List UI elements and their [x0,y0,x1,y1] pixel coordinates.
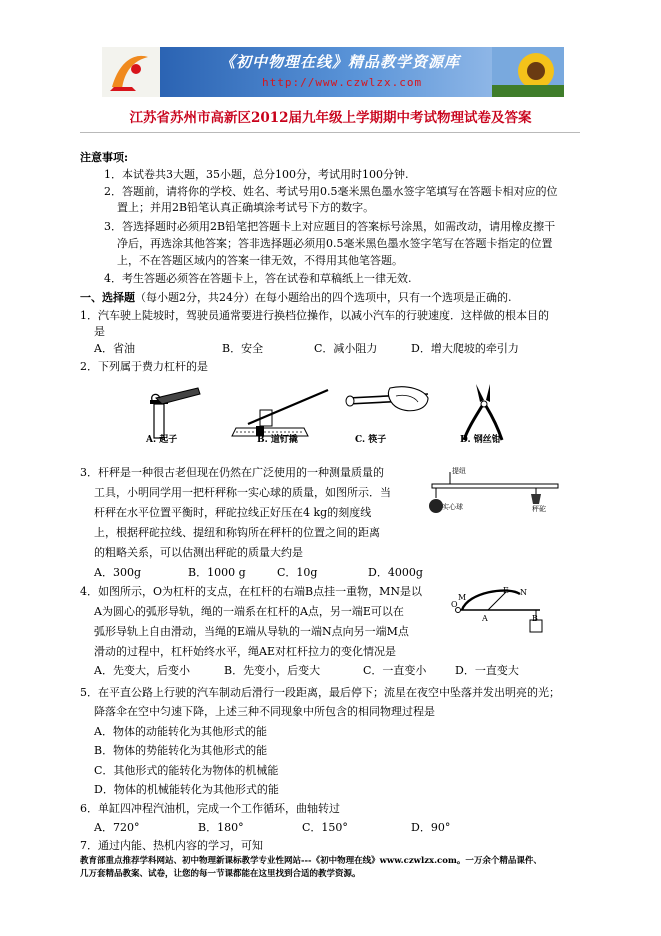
q5-option-d: D．物体的机械能转化为其他形式的能 [94,783,279,796]
question-4-stem-cont: A为圆心的弧形导轨，绳的一端系在杠杆的A点，另一端E可以在 [94,605,404,618]
q4-option-c: C．一直变小 [363,664,427,677]
pliers-figure [464,384,502,440]
q1-option-c: C．减小阻力 [314,342,378,355]
note-line: 上，不在答题区域内的答案一律无效，不得用其他笔答题。 [117,254,403,267]
chopsticks-figure [346,387,428,411]
note-line: 3．答选择题时必须用2B铅笔把答题卡上对应题目的答案标号涂黑，如需改动，请用橡皮擦干 [104,220,556,233]
q4-option-a: A．先变大，后变小 [94,664,190,677]
q5-option-c: C．其他形式的能转化为物体的机械能 [94,764,279,777]
question-3-stem: 3．杆秤是一种很古老但现在仍然在广泛使用的一种测量质量的 [80,466,384,479]
steelyard-label-ball: 实心球 [442,503,463,511]
question-3-stem-cont: 工具，小明同学用一把杆秤称一实心球的质量，如图所示．当 [94,486,391,499]
lever-label-n: N [520,588,527,597]
lever-label-b: B [532,614,538,623]
q2-caption-c: C. 筷子 [355,435,387,445]
q1-option-b: B．安全 [222,342,264,355]
question-1-stem-cont: 是 [94,325,105,338]
page-footer [80,855,542,881]
q1-option-a: A．省油 [94,342,135,355]
footer-line-2: 几万套精品教案、试卷，让您的每一节课都能在这里找到合适的教学资源。 [80,869,361,879]
question-4-stem-cont: 弧形导轨上自由滑动，当绳的E端从导轨的一端N点向另一端M点 [94,625,409,638]
q3-option-a: A．300g [94,566,141,579]
q2-caption-d: D. 钢丝钳 [460,435,501,445]
question-2-stem: 2．下列属于费力杠杆的是 [80,360,208,373]
q3-option-b: B．1000 g [188,566,246,579]
note-line: 净后，再选涂其他答案；答非选择题必须用0.5毫米黑色墨水签字笔写在答题卡指定的位置 [117,237,553,250]
document-title: 江苏省苏州市高新区2012届九年级上学期期中考试物理试卷及答案 [129,110,532,126]
question-5-stem-cont: 降落伞在空中匀速下降，上述三种不同现象中所包含的相同物理过程是 [94,705,435,718]
footer-line-1: 教育部重点推荐学科网站、初中物理新课标教学专业性网站---《初中物理在线》www.czwlzx.com。一万余个精品课件、 [80,856,542,866]
q1-option-d: D．增大爬坡的牵引力 [411,342,519,355]
title-divider [80,132,580,133]
lever-label-a: A [482,614,488,623]
steelyard-figure [428,464,568,524]
q5-option-a: A．物体的动能转化为其他形式的能 [94,725,267,738]
q4-option-b: B．先变小，后变大 [224,664,321,677]
question-3-stem-cont: 上，根据秤砣拉线、提纽和称钩所在秤杆的位置之间的距离 [94,526,380,539]
note-line: 2．答题前，请将你的学校、姓名、考试号用0.5毫米黑色墨水签字笔填写在答题卡相对应的位 [104,185,558,198]
q3-option-d: D．4000g [368,566,423,579]
banner-title: 《初中物理在线》精品教学资源库 [220,53,461,71]
note-line: 4．考生答题必须答在答题卡上，答在试卷和草稿纸上一律无效. [104,272,412,285]
q5-option-b: B．物体的势能转化为其他形式的能 [94,744,268,757]
site-logo [102,47,160,97]
question-4-stem-cont: 滑动的过程中，杠杆始终水平，绳AE对杠杆拉力的变化情况是 [94,645,396,658]
question-3-stem-cont: 的粗略关系，可以估测出秤砣的质量大约是 [94,546,303,559]
q6-option-a: A．720° [94,821,140,834]
section-instructions: （每小题2分，共24分）在每小题给出的四个选项中，只有一个选项是正确的. [135,291,512,304]
section-heading [80,290,512,305]
note-line: 1．本试卷共3大题，35小题，总分100分，考试用时100分钟. [104,168,409,181]
q3-option-c: C．10g [277,566,318,579]
steelyard-label-weight: 秤砣 [532,505,546,513]
bottle-opener-figure [150,388,200,438]
q4-option-d: D．一直变大 [455,664,519,677]
spike-bar-figure [232,390,328,436]
q2-caption-b: B. 道钉撬 [257,435,298,445]
question-7-stem: 7．通过内能、热机内容的学习，可知 [80,839,263,852]
lever-label-o: O [451,600,458,609]
question-3-stem-cont: 杆秤在水平位置平衡时，秤砣拉线正好压在4 kg的刻度线 [94,506,372,519]
sunflower-icon [492,47,564,97]
q6-option-d: D．90° [411,821,451,834]
question-1-stem: 1．汽车驶上陡坡时，驾驶员通常要进行换档位操作，以减小汽车的行驶速度．这样做的根本目的 [80,309,549,322]
notes-heading: 注意事项: [80,151,129,164]
lever-label-e: E [503,586,509,595]
q6-option-c: C．150° [302,821,348,834]
question-6-stem: 6．单缸四冲程汽油机，完成一个工作循环，曲轴转过 [80,802,340,815]
lever-label-m: M [458,593,467,602]
question-2-figures [128,380,548,460]
steelyard-label-knob: 提纽 [452,467,466,475]
note-line: 置上；并用2B铅笔认真正确填涂考试号下方的数字。 [117,201,375,214]
question-5-stem: 5．在平直公路上行驶的汽车制动后滑行一段距离，最后停下；流星在夜空中坠落并发出明亮的光； [80,686,560,699]
question-4-stem: 4．如图所示，O为杠杆的支点，在杠杆的右端B点挂一重物，MN是以 [80,585,422,598]
banner-url[interactable]: http://www.czwlzx.com [262,76,423,89]
section-label: 一、选择题 [80,291,135,304]
q6-option-b: B．180° [198,821,244,834]
q2-caption-a: A. 起子 [146,435,178,445]
header-banner [102,47,564,97]
